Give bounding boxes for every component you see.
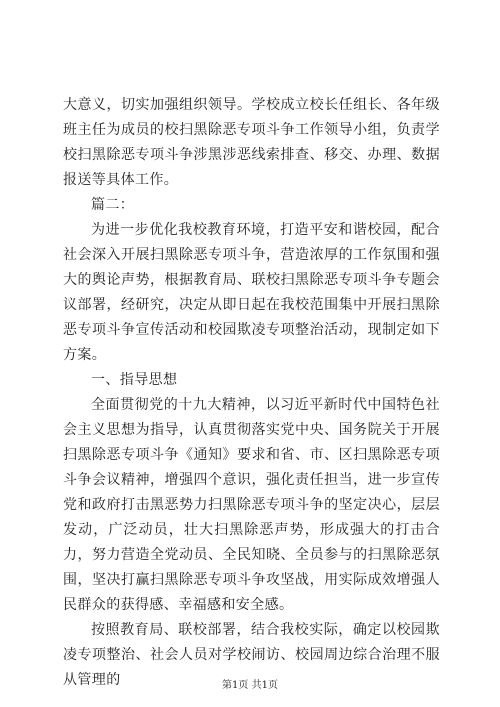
heading-guiding-ideology: 一、指导思想 — [91, 372, 178, 388]
paragraph-intro: 为进一步优化我校教育环境，打造平安和谐校园，配合社会深入开展扫黑除恶专项斗争，营造浓厚的工作氛围和强大的舆论声势，根据教育局、联校扫黑除恶专项斗争专题会议部署，经研究，决定从即日起在我校范围集中开展扫黑除恶专项斗争宣传活动和校园欺凌专项整治活动，现制定如下方案。 — [63, 222, 440, 363]
section-title-part-two: 篇二： — [91, 197, 135, 213]
document-body — [63, 93, 440, 693]
paragraph-deployment: 按照教育局、联校部署，结合我校实际，确定以校园欺凌专项整治、社会人员对学校闹访、校园周边综合治理不服从管理的 — [63, 622, 440, 688]
paragraph-continuation: 大意义，切实加强组织领导。学校成立校长任组长、各年级班主任为成员的校扫黑除恶专项斗争工作领导小组，负责学校扫黑除恶专项斗争涉黑涉恶线索排查、移交、办理、数据报送等具体工作。 — [63, 97, 440, 188]
paragraph-guiding-ideology: 全面贯彻党的十九大精神，以习近平新时代中国特色社会主义思想为指导，认真贯彻落实党中央、国务院关于开展扫黑除恶专项斗争《通知》要求和省、市、区扫黑除恶专项斗争会议精神，增强四个意识，强化责任担当，进一步宣传党和政府打击黑恶势力扫黑除恶专项斗争的坚定决心，层层发动，广泛动员，壮大扫黑除恶声势，形成强大的打击合力，努力营造全党动员、全民知晓、全员参与的扫黑除恶氛围，坚决打赢扫黑除恶专项斗争攻坚战，用实际成效增强人民群众的获得感、幸福感和安全感。 — [63, 397, 440, 613]
page-footer: 第1页 共1页 — [222, 680, 278, 691]
